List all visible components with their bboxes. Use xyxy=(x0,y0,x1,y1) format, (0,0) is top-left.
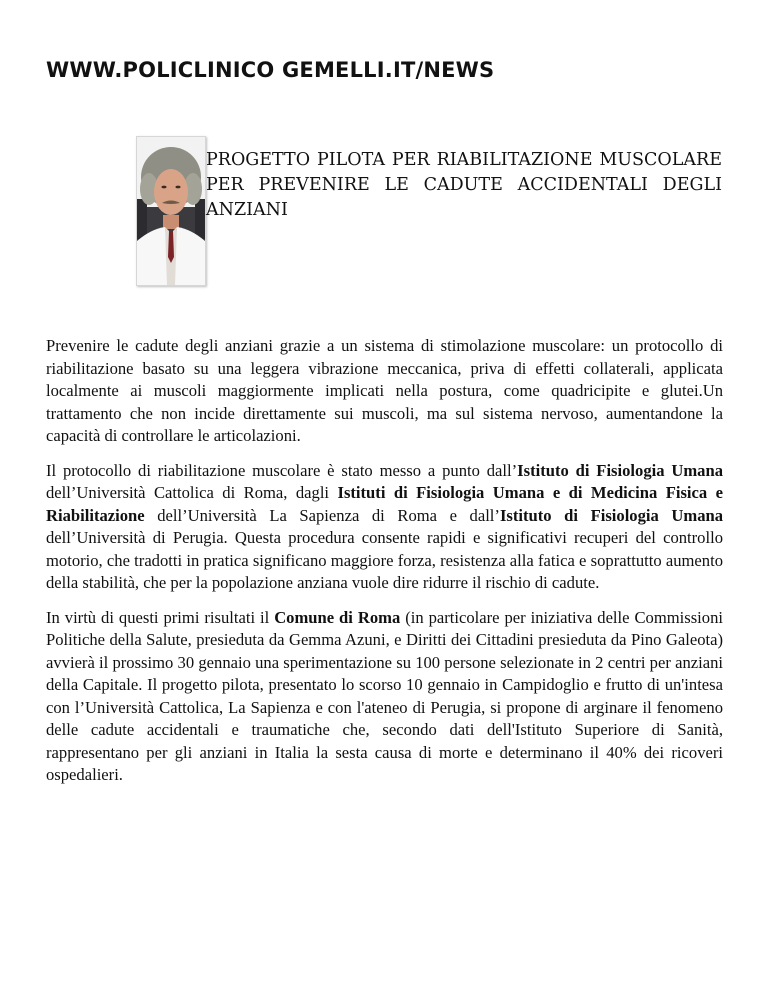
text-run: dell’Università La Sapienza di Roma e dall’ xyxy=(144,505,500,525)
paragraph-2 xyxy=(46,460,723,595)
text-run: dell’Università Cattolica di Roma, dagli xyxy=(46,483,338,502)
text-run: dell’Università di Perugia. Questa procedura consente rapidi e significativi recuperi del controllo motorio, che tradotti in pratica significano maggiore forza, resistenza alla fatica e soprattutto aumento della stabilità, che per la popolazione anziana vuole dire ridurre il rischio di cadute. xyxy=(46,528,723,592)
article-body xyxy=(46,335,723,799)
paragraph-3 xyxy=(46,607,723,787)
portrait-photo xyxy=(136,136,206,286)
bold-institute-name: Istituto di Fisiologia Umana xyxy=(517,460,723,480)
text-run: (in particolare per iniziativa delle Commissioni Politiche della Salute, presieduta da Gemma Azuni, e Diritti dei Cittadini presieduta da Pino Galeota) avvierà il prossimo 30 gennaio una sperimentazione su 100 persone selezionate in 2 centri per anziani della Capitale. Il progetto pilota, presentato lo scorso 10 gennaio in Campidoglio e frutto di un'intesa con l’Università Cattolica, La Sapienza e con l'ateneo di Perugia, si propone di arginare il fenomeno delle cadute accidentali e traumatiche che, secondo dati dell'Istituto Superiore di Sanità, rappresentano per gli anziani in Italia la sesta causa di morte e determinano il 40% dei ricoveri ospedalieri. xyxy=(46,607,723,784)
bold-institute-name: Istituto di Fisiologia Umana xyxy=(499,505,724,525)
bold-organization-name: Comune di Roma xyxy=(274,607,401,627)
article-headline: PROGETTO PILOTA PER RIABILITAZIONE MUSCOLARE PER PREVENIRE LE CADUTE ACCIDENTALI DEGLI ANZIANI xyxy=(206,150,722,220)
site-url-header: WWW.POLICLINICO GEMELLI.IT/NEWS xyxy=(46,58,495,82)
bold-institute-name: Istituti di Fisiologia Umana e di Medicina Fisica e Riabilitazione xyxy=(46,483,724,525)
text-run: In virtù di questi primi risultati il xyxy=(46,607,275,627)
paragraph-1: Prevenire le cadute degli anziani grazie a un sistema di stimolazione muscolare: un protocollo di riabilitazione basato su una leggera vibrazione meccanica, priva di effetti collaterali, applicata localmente ai muscoli maggiormente implicati nella postura, come quadricipite e glutei.Un trattamento che non incide direttamente sui muscoli, ma sul sistema nervoso, aumentandone la capacità di controllare le articolazioni. xyxy=(46,336,723,445)
text-run: Il protocollo di riabilitazione muscolare è stato messo a punto dall’ xyxy=(46,460,518,480)
